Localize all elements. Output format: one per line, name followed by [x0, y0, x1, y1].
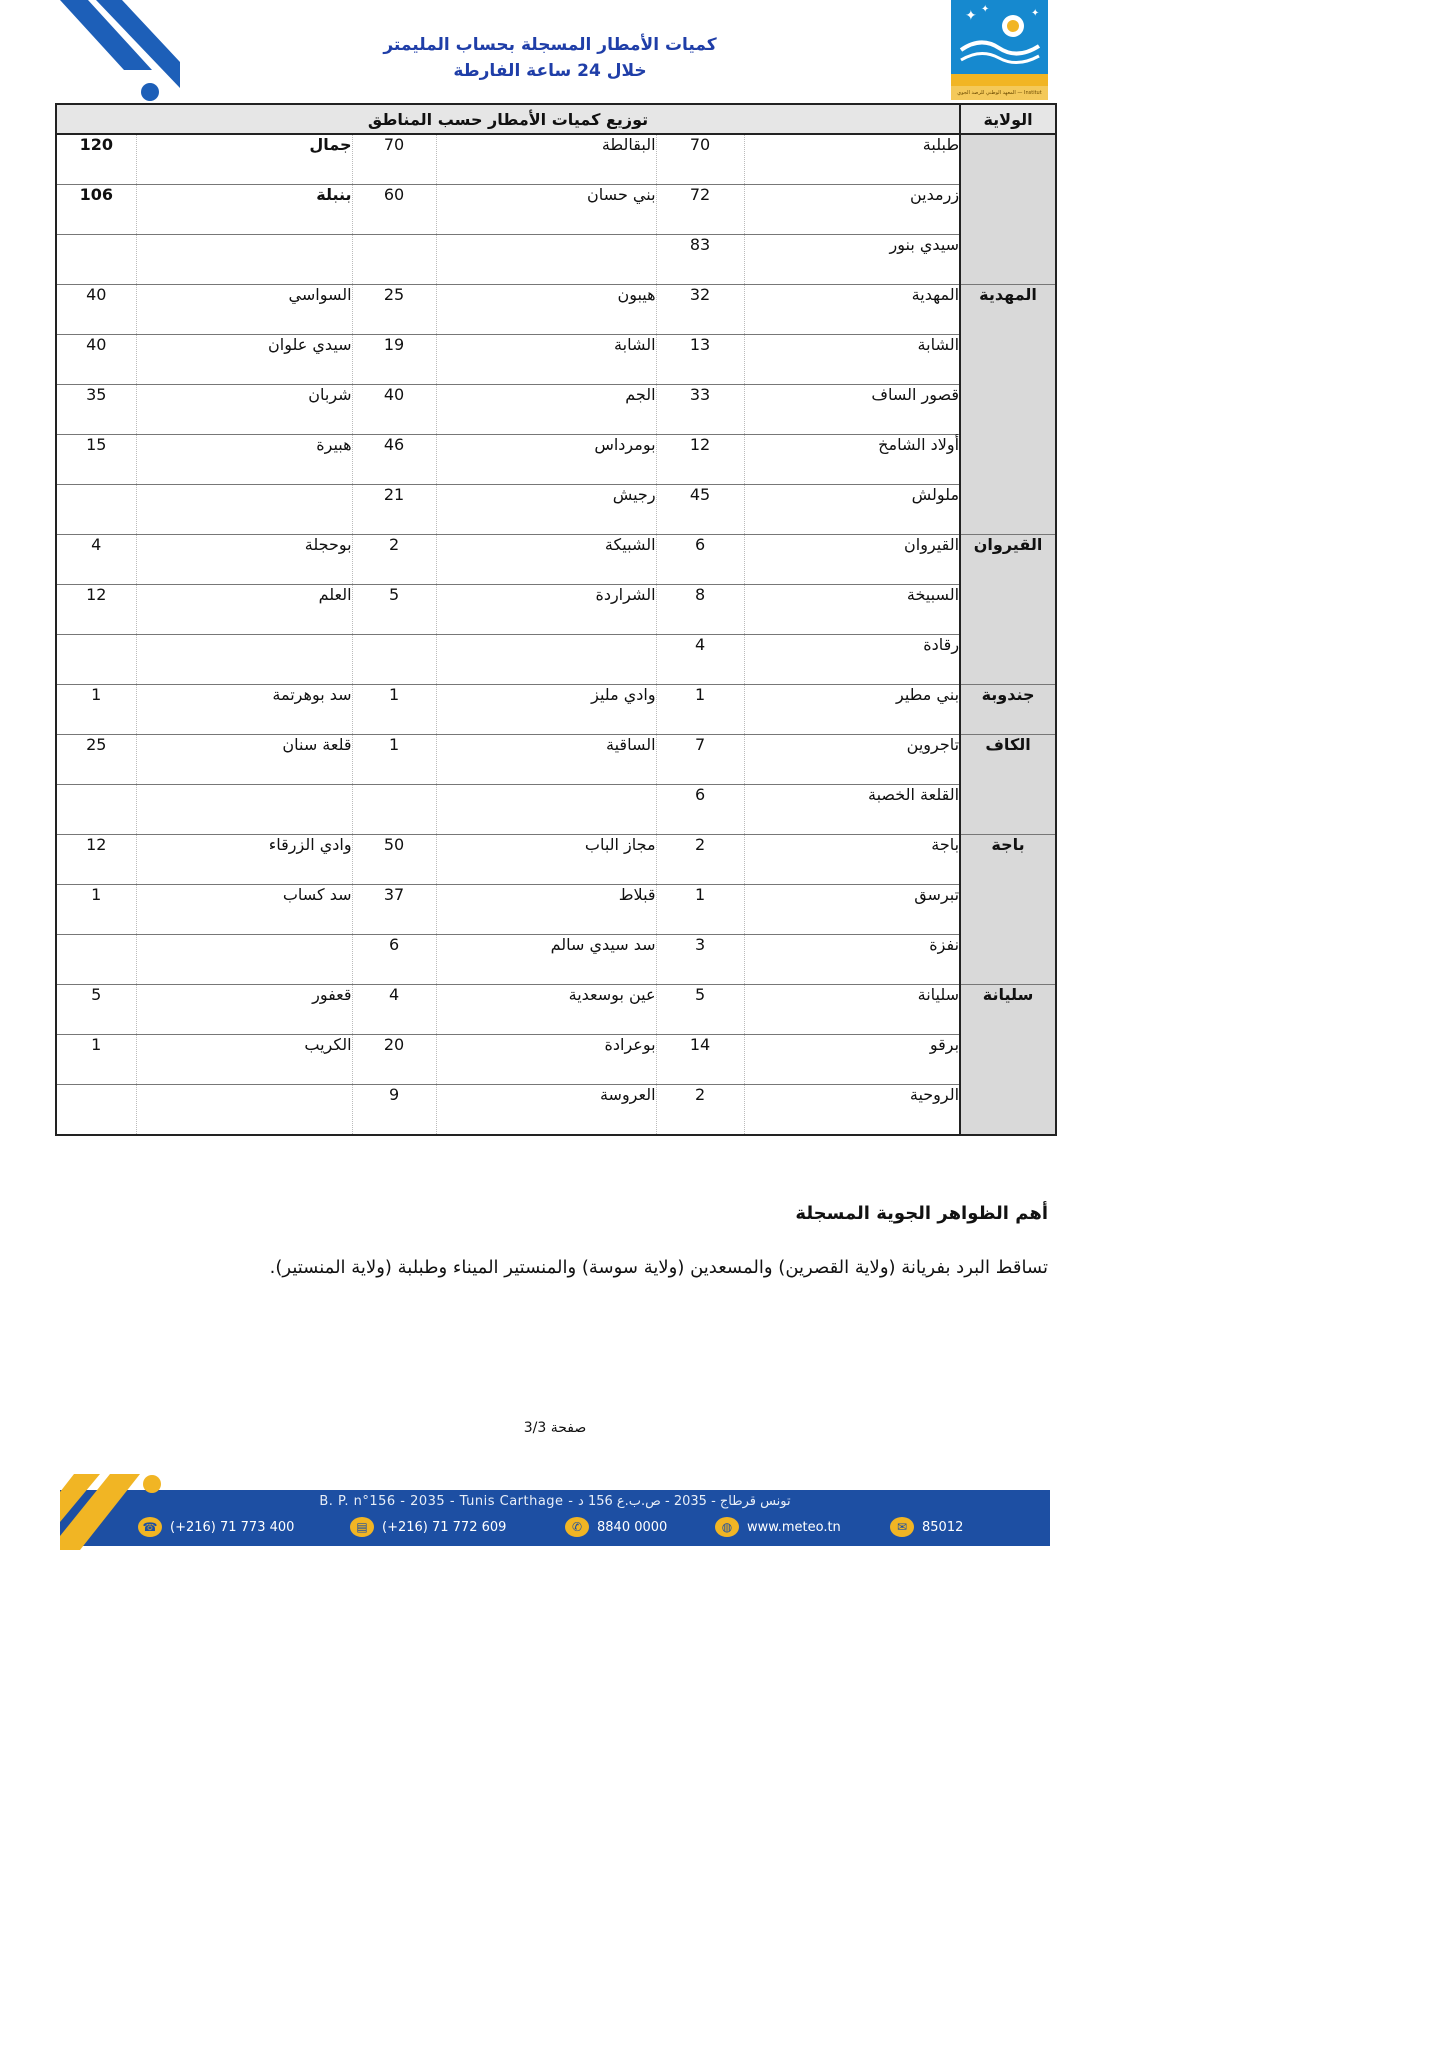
station-name: الجم: [436, 385, 656, 435]
station-name: [436, 785, 656, 835]
rain-value: 70: [656, 134, 744, 185]
station-name: تبرسق: [744, 885, 960, 935]
rain-value: 13: [656, 335, 744, 385]
station-name: [136, 1085, 352, 1136]
star-sun-icon: [951, 0, 1048, 70]
station-name: وادي مليز: [436, 685, 656, 735]
table-row: [56, 385, 1056, 435]
station-name: الروحية: [744, 1085, 960, 1136]
page-number: صفحة 3/3: [523, 1420, 587, 1436]
table-row: [56, 635, 1056, 685]
station-name: الشراردة: [436, 585, 656, 635]
station-name: المهدية: [744, 285, 960, 335]
governorate-cell: المهدية: [960, 285, 1056, 535]
station-name: بوعرادة: [436, 1035, 656, 1085]
phone-number: (+216) 71 773 400: [170, 1519, 295, 1535]
rain-value: [56, 1085, 136, 1136]
station-name: القيروان: [744, 535, 960, 585]
station-name: قصور الساف: [744, 385, 960, 435]
footer-address: B. P. n°156 - 2035 - Tunis Carthage - تونس قرطاج - 2035 - ص.ب.ع 156 د: [319, 1494, 791, 1509]
station-name: نفزة: [744, 935, 960, 985]
rain-value: 9: [352, 1085, 436, 1136]
station-name: هبيرة: [136, 435, 352, 485]
rain-value: 25: [56, 735, 136, 785]
contact-website[interactable]: [715, 1515, 841, 1539]
title-line-2: خلال 24 ساعة الفارطة: [453, 61, 647, 81]
title-line-1: كميات الأمطار المسجلة بحساب المليمتر: [383, 35, 717, 55]
hotline-number: 8840 0000: [597, 1519, 668, 1535]
station-name: الكريب: [136, 1035, 352, 1085]
rain-value: 8: [656, 585, 744, 635]
rain-value: 1: [656, 885, 744, 935]
station-name: تاجروين: [744, 735, 960, 785]
rain-value: 1: [352, 735, 436, 785]
station-name: سيدي علوان: [136, 335, 352, 385]
website-link[interactable]: www.meteo.tn: [747, 1519, 841, 1535]
svg-text:✦: ✦: [965, 8, 977, 24]
header-distribution: توزيع كميات الأمطار حسب المناطق: [56, 104, 960, 134]
rain-value: 5: [352, 585, 436, 635]
rain-value: 1: [656, 685, 744, 735]
phenomena-title: أهم الظواهر الجوية المسجلة: [795, 1203, 1048, 1224]
rain-value: 15: [56, 435, 136, 485]
station-name: شربان: [136, 385, 352, 435]
fax-number: (+216) 71 772 609: [382, 1519, 507, 1535]
station-name: وادي الزرقاء: [136, 835, 352, 885]
contact-fax: [350, 1515, 506, 1539]
page-title: [250, 32, 850, 84]
rain-value: 60: [352, 185, 436, 235]
station-name: ملولش: [744, 485, 960, 535]
station-name: [436, 635, 656, 685]
station-name: قبلاط: [436, 885, 656, 935]
rain-value: 4: [56, 535, 136, 585]
station-name: العلم: [136, 585, 352, 635]
table-row: [56, 1085, 1056, 1136]
table-row: [56, 835, 1056, 885]
table-row: [56, 185, 1056, 235]
station-name: القلعة الخصبة: [744, 785, 960, 835]
station-name: سيدي بنور: [744, 235, 960, 285]
rain-value: 1: [352, 685, 436, 735]
station-name: السبيخة: [744, 585, 960, 635]
table-row: [56, 685, 1056, 735]
table-header-row: [56, 104, 1056, 134]
governorate-cell: باجة: [960, 835, 1056, 985]
institute-logo: [951, 0, 1048, 100]
station-name: الشابة: [744, 335, 960, 385]
table-row: [56, 335, 1056, 385]
hotline-icon: ✆: [565, 1517, 589, 1537]
rain-value: 2: [352, 535, 436, 585]
station-name: بومرداس: [436, 435, 656, 485]
rain-value: 45: [656, 485, 744, 535]
phone-icon: ☎: [138, 1517, 162, 1537]
station-name: سد كساب: [136, 885, 352, 935]
footer-stripes: [60, 1470, 170, 1550]
rain-value: [352, 785, 436, 835]
rain-value: 1: [56, 685, 136, 735]
station-name: قعفور: [136, 985, 352, 1035]
station-name: مجاز الباب: [436, 835, 656, 885]
rain-value: [56, 235, 136, 285]
contact-hotline: [565, 1515, 667, 1539]
rain-value: 40: [56, 285, 136, 335]
station-name: برقو: [744, 1035, 960, 1085]
rain-value: 46: [352, 435, 436, 485]
station-name: الشابة: [436, 335, 656, 385]
station-name: رجيش: [436, 485, 656, 535]
logo-caption: المعهد الوطني للرصد الجوي — Institut: [951, 86, 1048, 100]
station-name: رقادة: [744, 635, 960, 685]
rain-value: 83: [656, 235, 744, 285]
rain-value: 40: [352, 385, 436, 435]
rain-value: [352, 635, 436, 685]
station-name: باجة: [744, 835, 960, 885]
station-name: الساقية: [436, 735, 656, 785]
header-governorate: الولاية: [960, 104, 1056, 134]
rain-value: 2: [656, 1085, 744, 1136]
station-name: [136, 935, 352, 985]
rain-value: 1: [56, 885, 136, 935]
station-name: سليانة: [744, 985, 960, 1035]
rain-value: 1: [56, 1035, 136, 1085]
rain-value: 21: [352, 485, 436, 535]
table-row: [56, 735, 1056, 785]
rain-value: 14: [656, 1035, 744, 1085]
governorate-cell: الكاف: [960, 735, 1056, 835]
station-name: البقالطة: [436, 134, 656, 185]
rain-value: 5: [656, 985, 744, 1035]
station-name: قلعة سنان: [136, 735, 352, 785]
governorate-cell: [960, 134, 1056, 285]
rain-value: 3: [656, 935, 744, 985]
rain-value: 37: [352, 885, 436, 935]
rain-value: 5: [56, 985, 136, 1035]
svg-text:✦: ✦: [981, 4, 990, 15]
rain-value: [56, 935, 136, 985]
rain-value: 4: [656, 635, 744, 685]
station-name: [136, 235, 352, 285]
station-name: بنبلة: [136, 185, 352, 235]
station-name: زرمدين: [744, 185, 960, 235]
table-row: [56, 585, 1056, 635]
rain-value: 12: [56, 585, 136, 635]
station-name: العروسة: [436, 1085, 656, 1136]
rain-value: 120: [56, 134, 136, 185]
rain-value: 20: [352, 1035, 436, 1085]
station-name: طبلبة: [744, 134, 960, 185]
rain-value: 6: [352, 935, 436, 985]
rainfall-table: [55, 103, 1057, 1136]
station-name: بني مطير: [744, 685, 960, 735]
footer-bar: [60, 1490, 1050, 1546]
table-row: [56, 134, 1056, 185]
table-row: [56, 485, 1056, 535]
table-row: [56, 885, 1056, 935]
rain-value: 6: [656, 785, 744, 835]
rain-value: 70: [352, 134, 436, 185]
rain-value: 19: [352, 335, 436, 385]
rain-value: 106: [56, 185, 136, 235]
rain-value: [56, 485, 136, 535]
governorate-cell: القيروان: [960, 535, 1056, 685]
globe-icon: ◍: [715, 1517, 739, 1537]
station-name: الشبيكة: [436, 535, 656, 585]
rain-value: [352, 235, 436, 285]
governorate-cell: سليانة: [960, 985, 1056, 1136]
rain-value: 35: [56, 385, 136, 435]
table-row: [56, 935, 1056, 985]
rain-value: 7: [656, 735, 744, 785]
station-name: [136, 785, 352, 835]
decorative-stripes: [52, 0, 182, 105]
station-name: [136, 485, 352, 535]
station-name: هيبون: [436, 285, 656, 335]
station-name: بني حسان: [436, 185, 656, 235]
rain-value: 33: [656, 385, 744, 435]
table-row: [56, 785, 1056, 835]
table-row: [56, 535, 1056, 585]
station-name: [436, 235, 656, 285]
rain-value: 25: [352, 285, 436, 335]
rain-value: [56, 785, 136, 835]
governorate-cell: جندوبة: [960, 685, 1056, 735]
rain-value: 12: [56, 835, 136, 885]
table-row: [56, 235, 1056, 285]
rain-value: 40: [56, 335, 136, 385]
station-name: جمال: [136, 134, 352, 185]
station-name: سد بوهرتمة: [136, 685, 352, 735]
station-name: سد سيدي سالم: [436, 935, 656, 985]
sms-number: 85012: [922, 1519, 964, 1535]
sms-icon: ✉: [890, 1517, 914, 1537]
table-row: [56, 435, 1056, 485]
rain-value: 2: [656, 835, 744, 885]
rain-value: 6: [656, 535, 744, 585]
station-name: أولاد الشامخ: [744, 435, 960, 485]
rain-value: [56, 635, 136, 685]
table-row: [56, 285, 1056, 335]
rain-value: 12: [656, 435, 744, 485]
station-name: عين بوسعدية: [436, 985, 656, 1035]
station-name: [136, 635, 352, 685]
table-row: [56, 985, 1056, 1035]
table-row: [56, 1035, 1056, 1085]
station-name: السواسي: [136, 285, 352, 335]
station-name: بوحجلة: [136, 535, 352, 585]
rain-value: 50: [352, 835, 436, 885]
phenomena-text: تساقط البرد بفريانة (ولاية القصرين) والمسعدين (ولاية سوسة) والمنستير الميناء وطبلبة (ولاية المنستير).: [269, 1257, 1048, 1278]
fax-icon: ▤: [350, 1517, 374, 1537]
rain-value: 32: [656, 285, 744, 335]
svg-text:✦: ✦: [1031, 8, 1040, 19]
rain-value: 4: [352, 985, 436, 1035]
contact-sms: [890, 1515, 963, 1539]
rain-value: 72: [656, 185, 744, 235]
